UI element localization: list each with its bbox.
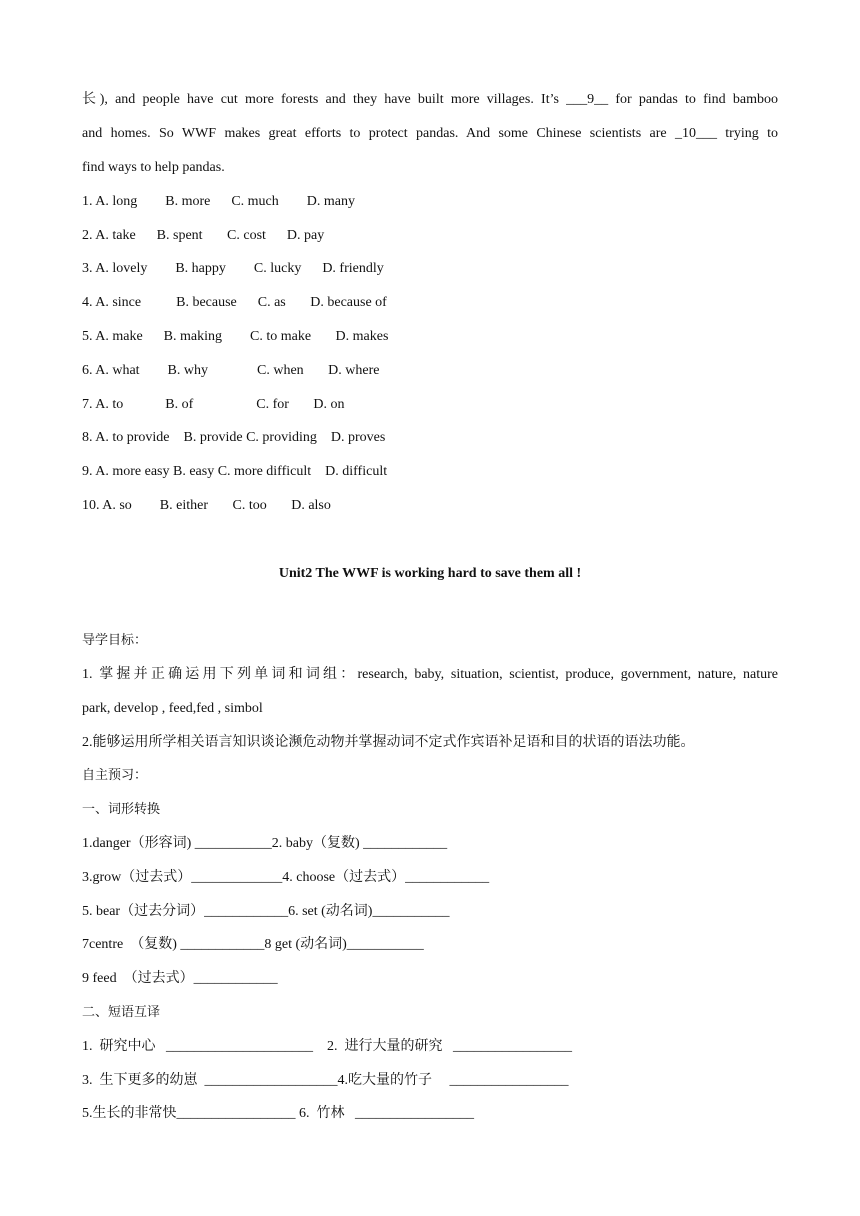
option-line: 10. A. so B. either C. too D. also — [82, 498, 331, 513]
phrase-line: 3. 生下更多的幼崽 ___________________4.吃大量的竹子 _________________ — [82, 1073, 569, 1088]
section-2-heading: 二、短语互译 — [82, 1005, 161, 1020]
option-line: 9. A. more easy B. easy C. more difficult D. difficult — [82, 464, 388, 479]
word-form-line: 7centre （复数) ____________8 get (动名词)___________ — [82, 937, 424, 952]
passage-line-3: find ways to help pandas. — [82, 160, 225, 175]
option-line: 1. A. long B. more C. much D. many — [82, 194, 355, 209]
goals-item-1-line-2: park, develop , feed,fed , simbol — [82, 701, 263, 716]
word-form-line: 9 feed （过去式）____________ — [82, 971, 278, 986]
option-line: 6. A. what B. why C. when D. where — [82, 363, 380, 378]
preview-heading: 自主预习： — [82, 768, 148, 783]
goals-heading: 导学目标： — [82, 633, 148, 648]
section-1-heading: 一、词形转换 — [82, 802, 161, 817]
word-form-line: 5. bear（过去分词）____________6. set (动名词)___________ — [82, 904, 450, 919]
passage-line-2: and homes. So WWF makes great efforts to protect pandas. And some Chinese scientists are _10___ trying to — [82, 126, 778, 141]
unit-title: Unit2 The WWF is working hard to save them all ! — [278, 566, 582, 581]
option-line: 4. A. since B. because C. as D. because of — [82, 295, 387, 310]
option-line: 7. A. to B. of C. for D. on — [82, 397, 345, 412]
option-line: 3. A. lovely B. happy C. lucky D. friendly — [82, 261, 384, 276]
passage-line-1: 长), and people have cut more forests and they have built more villages. It’s ___9__ for pandas to find bamboo — [82, 92, 778, 107]
option-line: 8. A. to provide B. provide C. providing D. proves — [82, 430, 386, 445]
option-line: 5. A. make B. making C. to make D. makes — [82, 329, 389, 344]
word-form-line: 3.grow（过去式）_____________4. choose（过去式）____________ — [82, 870, 490, 885]
goals-item-2: 2.能够运用所学相关语言知识谈论濒危动物并掌握动词不定式作宾语补足语和目的状语的语法功能。 — [82, 735, 695, 750]
phrase-line: 1. 研究中心 _____________________ 2. 进行大量的研究 _________________ — [82, 1039, 572, 1054]
word-form-line: 1.danger（形容词) ___________2. baby（复数) ____________ — [82, 836, 448, 851]
goals-item-1-line-1: 1. 掌握并正确运用下列单词和词组：research, baby, situation, scientist, produce, government, nature, nature — [82, 667, 778, 682]
option-line: 2. A. take B. spent C. cost D. pay — [82, 228, 325, 243]
phrase-line: 5.生长的非常快_________________ 6. 竹林 _________________ — [82, 1106, 474, 1121]
